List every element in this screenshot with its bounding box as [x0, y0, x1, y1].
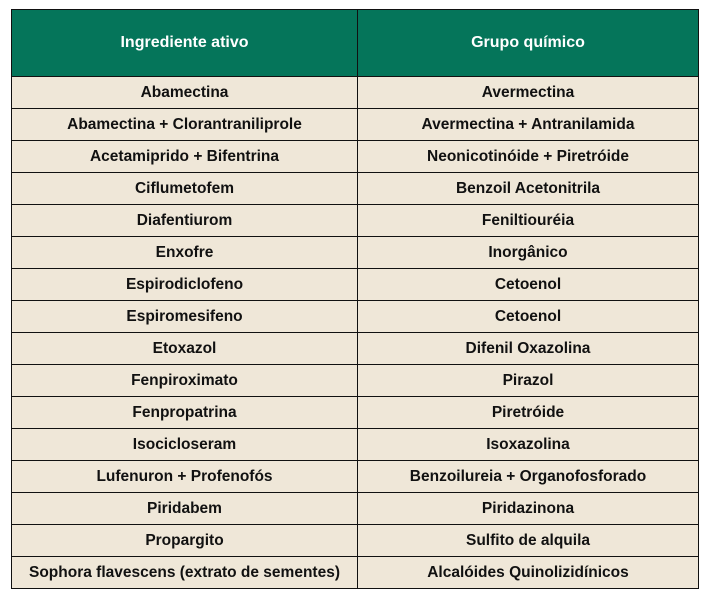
ingredient-group-table	[11, 9, 699, 589]
chemical-group-cell: Piretróide	[358, 397, 699, 429]
header-row	[12, 10, 699, 77]
chemical-group-cell: Isoxazolina	[358, 429, 699, 461]
ingredient-cell: Propargito	[12, 525, 358, 557]
ingredient-cell: Lufenuron + Profenofós	[12, 461, 358, 493]
table-row	[12, 237, 699, 269]
chemical-group-cell: Benzoil Acetonitrila	[358, 173, 699, 205]
chemical-group-cell: Difenil Oxazolina	[358, 333, 699, 365]
table-row	[12, 365, 699, 397]
ingredient-cell: Ciflumetofem	[12, 173, 358, 205]
ingredient-cell: Fenpropatrina	[12, 397, 358, 429]
ingredient-cell: Abamectina	[12, 77, 358, 109]
ingredient-cell: Sophora flavescens (extrato de sementes)	[12, 557, 358, 589]
chemical-group-cell: Benzoilureia + Organofosforado	[358, 461, 699, 493]
ingredient-cell: Isocicloseram	[12, 429, 358, 461]
chemical-group-cell: Alcalóides Quinolizidínicos	[358, 557, 699, 589]
table-row	[12, 397, 699, 429]
table-row	[12, 429, 699, 461]
table-row	[12, 557, 699, 589]
chemical-group-cell: Feniltiouréia	[358, 205, 699, 237]
table-row	[12, 493, 699, 525]
header-ingrediente-ativo: Ingrediente ativo	[12, 10, 358, 77]
ingredient-cell: Fenpiroximato	[12, 365, 358, 397]
table-row	[12, 269, 699, 301]
table-row	[12, 77, 699, 109]
table-row	[12, 205, 699, 237]
ingredient-cell: Abamectina + Clorantraniliprole	[12, 109, 358, 141]
table-row	[12, 525, 699, 557]
table-row	[12, 109, 699, 141]
ingredient-cell: Espirodiclofeno	[12, 269, 358, 301]
chemical-group-cell: Avermectina + Antranilamida	[358, 109, 699, 141]
chemical-group-cell: Cetoenol	[358, 269, 699, 301]
chemical-group-cell: Neonicotinóide + Piretróide	[358, 141, 699, 173]
table-body	[12, 77, 699, 589]
chemical-group-cell: Cetoenol	[358, 301, 699, 333]
chemical-group-cell: Pirazol	[358, 365, 699, 397]
table-row	[12, 301, 699, 333]
ingredient-cell: Diafentiurom	[12, 205, 358, 237]
table-row	[12, 141, 699, 173]
table-row	[12, 333, 699, 365]
chemical-group-cell: Piridazinona	[358, 493, 699, 525]
table-row	[12, 461, 699, 493]
header-grupo-quimico: Grupo químico	[358, 10, 699, 77]
chemical-group-cell: Sulfito de alquila	[358, 525, 699, 557]
ingredient-cell: Piridabem	[12, 493, 358, 525]
chemical-group-cell: Inorgânico	[358, 237, 699, 269]
ingredient-cell: Enxofre	[12, 237, 358, 269]
ingredient-cell: Etoxazol	[12, 333, 358, 365]
chemical-group-cell: Avermectina	[358, 77, 699, 109]
ingredient-cell: Acetamiprido + Bifentrina	[12, 141, 358, 173]
table-row	[12, 173, 699, 205]
ingredient-cell: Espiromesifeno	[12, 301, 358, 333]
